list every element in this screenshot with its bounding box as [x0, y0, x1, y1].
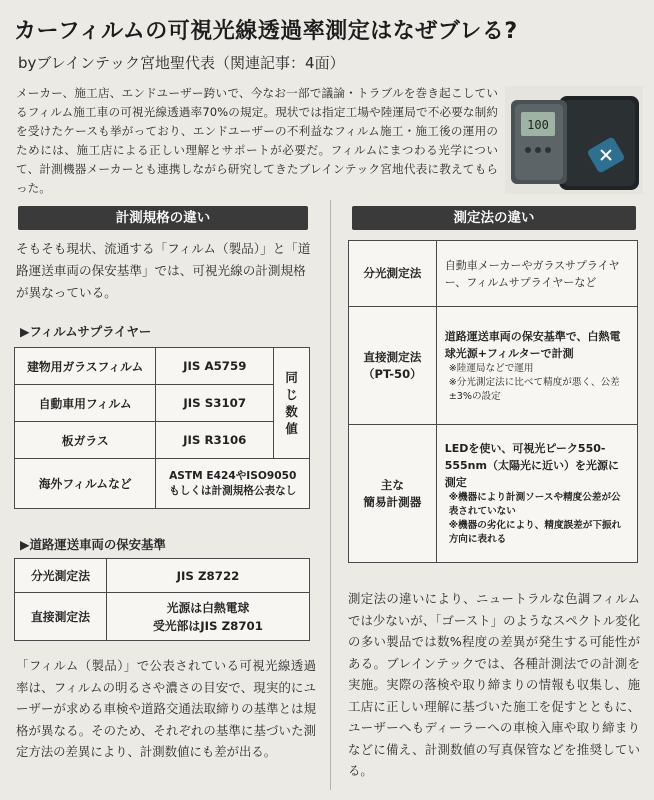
- meter-display-value: 100: [527, 118, 549, 132]
- table-cell: 自動車メーカーやガラスサプライヤー、フィルムサプライヤーなど: [436, 241, 637, 307]
- standards-paragraph: そもそも現状、流通する「フィルム（製品）」と「道路運送車両の保安基準」では、可視光線の計測規格が異なっている。: [16, 241, 311, 300]
- table-row: [15, 559, 310, 593]
- table-row: [15, 593, 310, 641]
- table-cell: 自動車用フィルム: [15, 385, 156, 422]
- table-row: [349, 425, 638, 563]
- cell-line: 直接測定法: [363, 349, 422, 364]
- table-cell: JIS Z8722: [107, 559, 310, 593]
- table-row: [15, 422, 310, 459]
- table-cell: JIS S3107: [156, 385, 274, 422]
- table-cell: [107, 593, 310, 641]
- table-cell: 分光測定法: [15, 559, 107, 593]
- table-row: [15, 385, 310, 422]
- table-cell: [156, 459, 310, 509]
- table-cell: 海外フィルムなど: [15, 459, 156, 509]
- meter-photo: [505, 86, 643, 194]
- measurement-methods-table: [348, 240, 638, 563]
- cell-line: 簡易計測器: [363, 494, 422, 509]
- table-cell: 分光測定法: [349, 241, 437, 307]
- light-transmission-meter-icon: [505, 86, 643, 194]
- intro-paragraph: メーカー、施工店、エンドユーザー跨いで、今なお一部で議論・トラブルを巻き起こしているフィルム施工車の可視光線透過率70%の規定。現状では指定工場や陸運局で不必要な制約を受けたケースも挙がっており、エンドユーザーの不利益なフィルム施工・施工後の運用のためには、施工店による正しい理解とサポートが必要だ。フィルムにまつわる光学について、計測機器メーカーとも連携しながら研究してきたブレインテック宮地代表に教えてもらった。: [16, 86, 498, 195]
- method-note: ※陸運局などで運用: [448, 362, 534, 374]
- table-cell: [349, 425, 437, 563]
- table-cell: JIS A5759: [156, 348, 274, 385]
- table-cell: JIS R3106: [156, 422, 274, 459]
- method-description: LEDを使い、可視光ピーク550-555nm（太陽光に近い）を光源に測定: [444, 442, 619, 489]
- table-cell: [436, 425, 637, 563]
- standards-conclusion-paragraph: 「フィルム（製品）」で公表されている可視光線透過率は、フィルムの明るさや濃さの目安で、現実的にユーザーが求める車検や道路交通法取締りの基準とは規格が異なる。そのため、それぞれの基準に基づいた測定方法の差異により、計測数値にも差が出る。: [16, 658, 316, 759]
- subheading-film-suppliers: ▶フィルムサプライヤー: [20, 324, 152, 339]
- table-row: [15, 348, 310, 385]
- article-byline: byブレインテック宮地聖代表（関連記事：4面）: [18, 54, 345, 72]
- table-row: [349, 307, 638, 425]
- method-note: ※機器により計測ソースや精度公差が公表されていない: [448, 492, 621, 517]
- methods-conclusion-paragraph: 測定法の違いにより、ニュートラルな色調フィルムでは少ないが、「ゴースト」のようなスペクトル変化の多い製品では数%程度の差異が発生する可能性がある。ブレインテックでは、各種計測法での計測を実施。実際の落検や取り締まりの情報も収集し、施工店に正しい理解に基づいた施工を促すとともに、ユーザーへもディーラーへの車検入庫や取り締まりなどに備え、計測数値の写真保管などを推奨している。: [348, 591, 640, 778]
- same-value-label: [274, 348, 310, 459]
- table-row: [349, 241, 638, 307]
- table-cell: [349, 307, 437, 425]
- table-row: [15, 459, 310, 509]
- method-description: 道路運送車両の保安基準で、白熱電球光源+フィルターで計測: [444, 329, 621, 360]
- subheading-vehicle-safety-standards: ▶道路運送車両の保安基準: [20, 537, 166, 552]
- table-cell: 直接測定法: [15, 593, 107, 641]
- table-cell: [436, 307, 637, 425]
- section-heading-standards: 計測規格の違い: [18, 206, 308, 230]
- cell-line: （PT-50）: [362, 366, 422, 381]
- column-divider: [330, 200, 331, 790]
- vehicle-standards-table: [14, 558, 310, 641]
- table-cell: 板ガラス: [15, 422, 156, 459]
- section-heading-methods: 測定法の違い: [352, 206, 636, 230]
- cell-line: 光源は白熱電球: [166, 600, 250, 615]
- film-supplier-standards-table: [14, 347, 310, 509]
- cell-line: ASTM E424やISO9050: [169, 469, 297, 482]
- cell-line: 受光部はJIS Z8701: [153, 618, 263, 633]
- table-cell: 建物用ガラスフィルム: [15, 348, 156, 385]
- method-note: ※機器の劣化により、精度誤差が下振れ方向に表れる: [448, 520, 622, 545]
- method-note: ※分光測定法に比べて精度が悪く、公差±3%の設定: [448, 376, 620, 402]
- article-title: カーフィルムの可視光線透過率測定はなぜブレる?: [14, 19, 518, 44]
- cell-line: 主な: [380, 477, 404, 492]
- cell-line: もしくは計測規格公表なし: [169, 484, 297, 497]
- same-value-text: 同じ数値: [285, 370, 298, 436]
